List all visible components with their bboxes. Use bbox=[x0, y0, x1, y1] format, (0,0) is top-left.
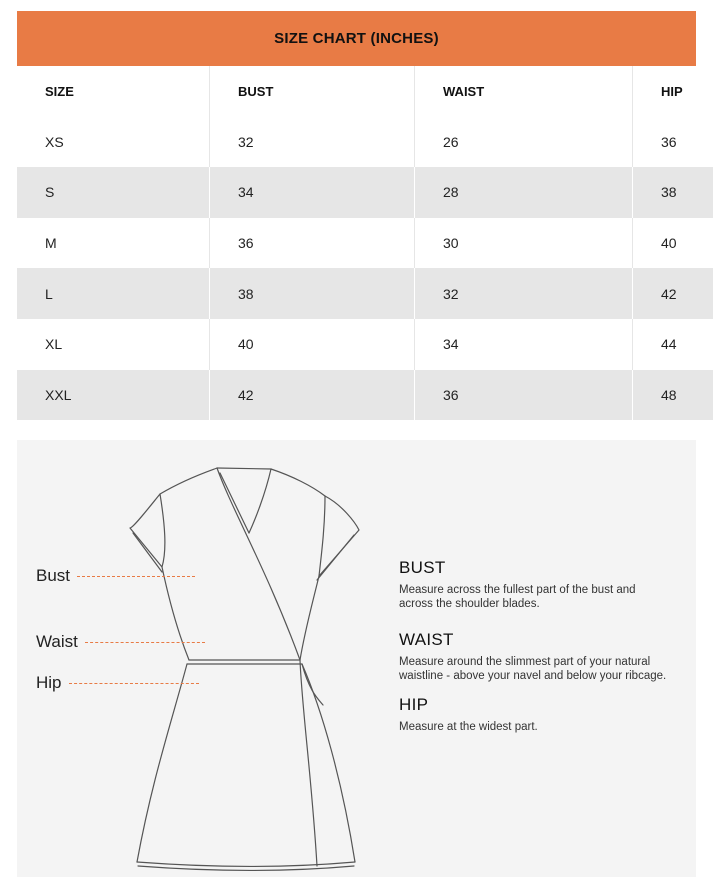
bust-label: Bust bbox=[36, 566, 71, 585]
hip-leader-line bbox=[69, 683, 199, 684]
cell-size: XXL bbox=[17, 370, 210, 421]
chart-title: SIZE CHART (INCHES) bbox=[17, 11, 696, 66]
bust-leader-line bbox=[77, 576, 195, 577]
cell-bust: 36 bbox=[210, 218, 415, 269]
column-header-hip: HIP bbox=[661, 83, 683, 99]
cell-waist: 30 bbox=[415, 218, 633, 269]
table-header-row bbox=[17, 66, 713, 117]
cell-size: S bbox=[17, 167, 210, 218]
cell-size: M bbox=[17, 218, 210, 269]
cell-size: L bbox=[17, 268, 210, 319]
column-header-waist: WAIST bbox=[415, 66, 633, 117]
cell-hip: 36 bbox=[661, 133, 677, 150]
cell-hip: 38 bbox=[633, 167, 713, 218]
hip-info-title: HIP bbox=[399, 695, 429, 714]
cell-size: XL bbox=[17, 319, 210, 370]
cell-hip: 40 bbox=[661, 235, 677, 252]
cell-hip: 48 bbox=[633, 370, 713, 421]
cell-size: XS bbox=[17, 117, 210, 168]
cell-bust: 32 bbox=[210, 117, 415, 168]
hip-info-text: Measure at the widest part. bbox=[399, 721, 538, 733]
table-row bbox=[17, 370, 713, 421]
column-header-bust: BUST bbox=[210, 66, 415, 117]
table-row bbox=[17, 117, 713, 168]
table-row bbox=[17, 319, 713, 370]
cell-hip: 44 bbox=[661, 336, 677, 353]
waist-info bbox=[399, 630, 684, 683]
cell-waist: 28 bbox=[415, 167, 633, 218]
table-row bbox=[17, 218, 713, 269]
table-row bbox=[17, 268, 713, 319]
cell-bust: 42 bbox=[210, 370, 415, 421]
cell-bust: 34 bbox=[210, 167, 415, 218]
hip-info bbox=[399, 695, 669, 734]
cell-waist: 36 bbox=[415, 370, 633, 421]
cell-hip: 42 bbox=[633, 268, 713, 319]
cell-waist: 26 bbox=[415, 117, 633, 168]
bust-info bbox=[399, 558, 669, 611]
hip-label: Hip bbox=[36, 673, 62, 692]
column-header-size: SIZE bbox=[17, 66, 210, 117]
measurement-guide bbox=[17, 440, 696, 877]
waist-label: Waist bbox=[36, 632, 78, 651]
waist-info-text: Measure around the slimmest part of your natural waistline - above your navel and below your ribcage. bbox=[399, 656, 667, 682]
waist-info-title: WAIST bbox=[399, 630, 454, 649]
cell-waist: 32 bbox=[415, 268, 633, 319]
cell-waist: 34 bbox=[415, 319, 633, 370]
cell-bust: 38 bbox=[210, 268, 415, 319]
bust-info-text: Measure across the fullest part of the bust and across the shoulder blades. bbox=[399, 584, 636, 610]
cell-bust: 40 bbox=[210, 319, 415, 370]
bust-info-title: BUST bbox=[399, 558, 446, 577]
size-table bbox=[17, 66, 713, 420]
size-chart bbox=[17, 11, 696, 420]
waist-leader-line bbox=[85, 642, 205, 643]
table-row bbox=[17, 167, 713, 218]
